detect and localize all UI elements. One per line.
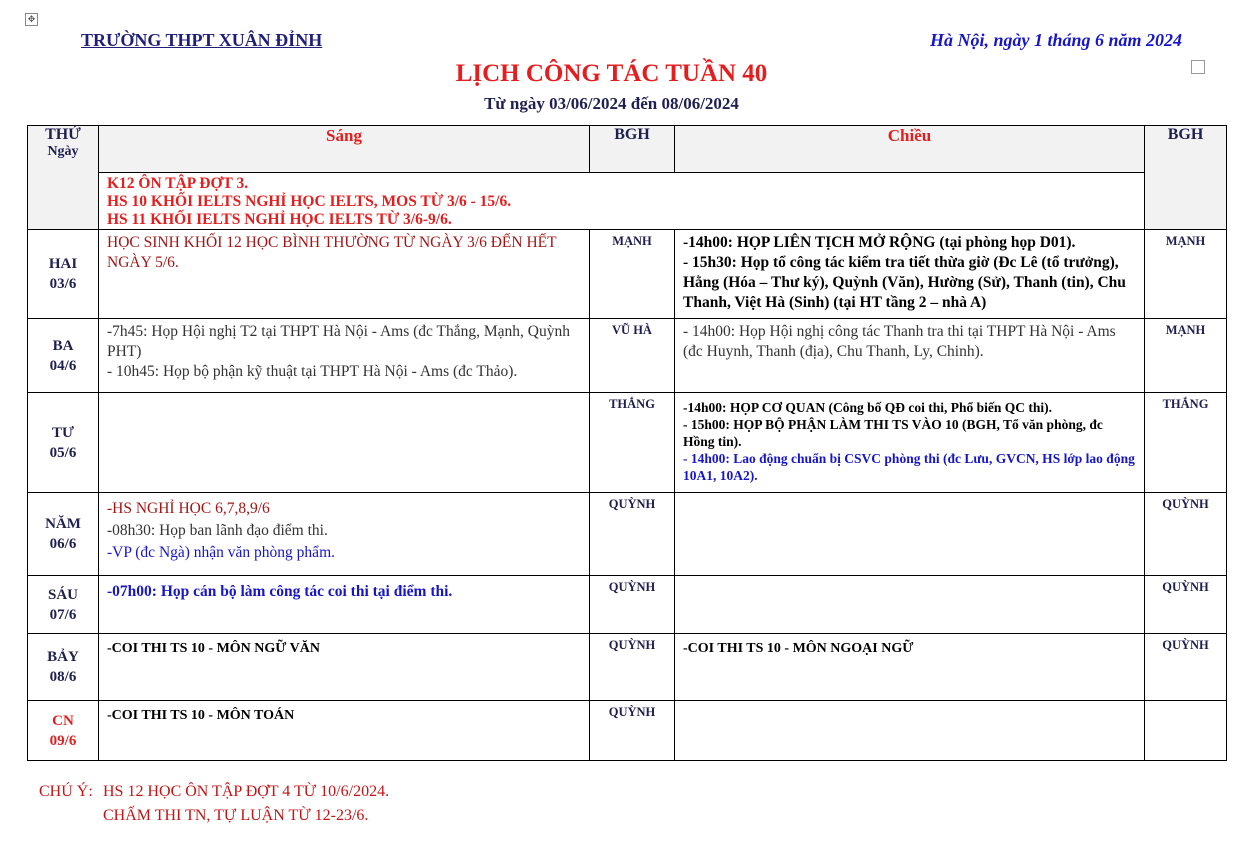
afternoon-cell — [675, 576, 1145, 634]
day-date: 05/6 — [49, 444, 77, 461]
bgh-morning-cell: VŨ HÀ — [590, 319, 675, 393]
afternoon-cell — [675, 230, 1145, 319]
morning-cell — [99, 493, 590, 576]
day-header-line2: Ngày — [47, 144, 79, 159]
day-date: 08/6 — [49, 669, 77, 685]
notice-line: HS 11 KHỐI IELTS NGHỈ HỌC IELTS TỪ 3/6-9/6. — [107, 211, 452, 228]
bgh-afternoon-cell: QUỲNH — [1145, 634, 1227, 701]
footnote-line: CHẤM THI TN, TỰ LUẬN TỪ 12-23/6. — [103, 807, 369, 824]
table-row — [28, 634, 1227, 701]
bgh-morning-cell: MẠNH — [590, 230, 675, 319]
notice-cell — [99, 173, 1145, 230]
morning-cell — [99, 393, 590, 493]
day-cell — [28, 576, 99, 634]
day-date: 07/6 — [49, 606, 77, 623]
morning-item: -COI THI TS 10 - MÔN NGỮ VĂN — [107, 641, 321, 656]
morning-item: -VP (đc Ngà) nhận văn phòng phẩm. — [107, 544, 335, 561]
afternoon-item: - 15h30: Họp tổ công tác kiểm tra tiết thừa giờ (Đc Lê (tổ trưởng), Hằng (Hóa – Thư ký), Quỳnh (Văn), Hường (Sử), Thanh (tin), Chu Thanh, Việt Hà (Sinh) (tại HT tầng 2 – nhà A) — [683, 254, 1126, 311]
day-cell — [28, 493, 99, 576]
day-header — [28, 126, 99, 230]
morning-cell — [99, 319, 590, 393]
day-date: 09/6 — [49, 732, 77, 749]
morning-header: Sáng — [99, 126, 590, 173]
bgh-afternoon-cell: THẮNG — [1145, 393, 1227, 493]
day-cell — [28, 319, 99, 393]
table-row — [28, 701, 1227, 761]
notice-line: K12 ÔN TẬP ĐỢT 3. — [107, 175, 249, 192]
day-name: BẢY — [47, 649, 79, 665]
afternoon-cell — [675, 393, 1145, 493]
day-cell — [28, 701, 99, 761]
bgh-morning-cell: QUỲNH — [590, 634, 675, 701]
day-name: SÁU — [47, 586, 78, 603]
bgh-morning-header: BGH — [590, 126, 675, 173]
bgh-afternoon-cell: MẠNH — [1145, 319, 1227, 393]
table-row — [28, 493, 1227, 576]
morning-item: -HS NGHỈ HỌC 6,7,8,9/6 — [107, 500, 270, 517]
morning-item: -08h30: Họp ban lãnh đạo điểm thi. — [107, 522, 328, 539]
bgh-morning-cell: THẮNG — [590, 393, 675, 493]
schedule-table — [27, 125, 1227, 761]
bgh-afternoon-cell: MẠNH — [1145, 230, 1227, 319]
day-date: 04/6 — [49, 357, 77, 374]
footnote-line: HS 12 HỌC ÔN TẬP ĐỢT 4 TỪ 10/6/2024. — [103, 783, 390, 800]
afternoon-item: -14h00: HỌP LIÊN TỊCH MỞ RỘNG (tại phòng họp D01). — [683, 234, 1076, 251]
morning-cell — [99, 634, 590, 701]
page-subtitle: Từ ngày 03/06/2024 đến 08/06/2024 — [484, 94, 739, 113]
day-date: 06/6 — [49, 536, 77, 552]
afternoon-header: Chiều — [675, 126, 1145, 173]
day-cell — [28, 634, 99, 701]
bgh-afternoon-cell: QUỲNH — [1145, 493, 1227, 576]
day-name: NĂM — [45, 516, 81, 532]
afternoon-cell — [675, 319, 1145, 393]
table-row — [28, 319, 1227, 393]
day-name: BA — [52, 337, 74, 354]
table-row — [28, 230, 1227, 319]
place-date: Hà Nội, ngày 1 tháng 6 năm 2024 — [929, 30, 1182, 50]
afternoon-cell — [675, 493, 1145, 576]
day-date: 03/6 — [49, 276, 77, 292]
afternoon-item: - 14h00: Lao động chuẩn bị CSVC phòng thi (đc Lưu, GVCN, HS lớp lao động 10A1, 10A2). — [683, 451, 1135, 483]
school-name: TRƯỜNG THPT XUÂN ĐỈNH — [81, 30, 323, 50]
afternoon-cell — [675, 701, 1145, 761]
page-title: LỊCH CÔNG TÁC TUẦN 40 — [455, 60, 768, 87]
bgh-morning-cell: QUỲNH — [590, 701, 675, 761]
notice-line: HS 10 KHỐI IELTS NGHỈ HỌC IELTS, MOS TỪ 3/6 - 15/6. — [107, 193, 512, 210]
morning-item: -COI THI TS 10 - MÔN TOÁN — [107, 708, 295, 723]
morning-cell — [99, 701, 590, 761]
table-move-handle-icon[interactable]: ✥ — [25, 13, 38, 26]
day-header-line1: THỨ — [45, 126, 81, 143]
day-name: TƯ — [52, 424, 74, 441]
day-cell — [28, 230, 99, 319]
afternoon-cell — [675, 634, 1145, 701]
morning-item: -07h00: Họp cán bộ làm công tác coi thi tại điểm thi. — [107, 583, 453, 600]
bgh-afternoon-cell: QUỲNH — [1145, 576, 1227, 634]
table-row — [28, 393, 1227, 493]
morning-item: - 10h45: Họp bộ phận kỹ thuật tại THPT Hà Nội - Ams (đc Thảo). — [107, 363, 518, 380]
day-name: HAI — [48, 256, 78, 272]
bgh-morning-cell: QUỲNH — [590, 576, 675, 634]
morning-item: -7h45: Họp Hội nghị T2 tại THPT Hà Nội - Ams (đc Thắng, Mạnh, Quỳnh PHT) — [107, 323, 570, 360]
morning-cell — [99, 230, 590, 319]
morning-cell — [99, 576, 590, 634]
table-row — [28, 576, 1227, 634]
day-name: CN — [52, 712, 74, 729]
bgh-morning-cell: QUỲNH — [590, 493, 675, 576]
bgh-afternoon-cell — [1145, 701, 1227, 761]
footnote — [39, 780, 389, 828]
afternoon-item: -14h00: HỌP CƠ QUAN (Công bố QĐ coi thi, Phổ biến QC thi). — [683, 400, 1053, 415]
afternoon-item: - 15h00: HỌP BỘ PHẬN LÀM THI TS VÀO 10 (BGH, Tổ văn phòng, đc Hồng tin). — [683, 417, 1103, 449]
afternoon-item: - 14h00: Họp Hội nghị công tác Thanh tra thi tại THPT Hà Nội - Ams (đc Huynh, Thanh (địa), Chu Thanh, Ly, Chinh). — [683, 323, 1116, 360]
afternoon-item: -COI THI TS 10 - MÔN NGOẠI NGỮ — [683, 641, 914, 656]
morning-item: HỌC SINH KHỐI 12 HỌC BÌNH THƯỜNG TỪ NGÀY 3/6 ĐẾN HẾT NGÀY 5/6. — [107, 234, 557, 271]
footnote-label: CHÚ Ý: — [39, 783, 93, 800]
bgh-afternoon-header: BGH — [1145, 126, 1227, 230]
day-cell — [28, 393, 99, 493]
